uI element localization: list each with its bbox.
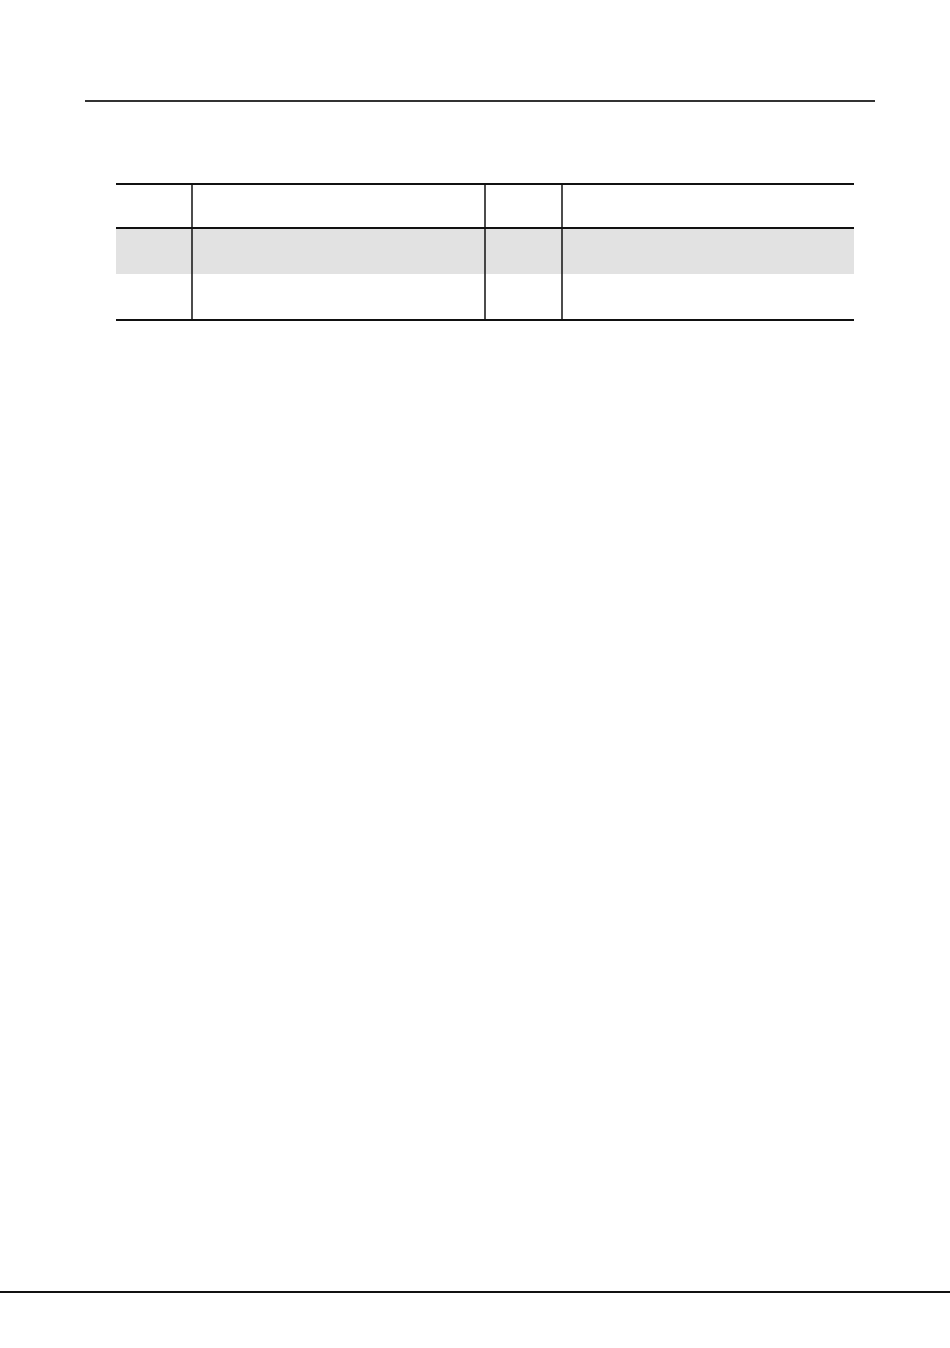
footer-divider [0,1291,950,1293]
